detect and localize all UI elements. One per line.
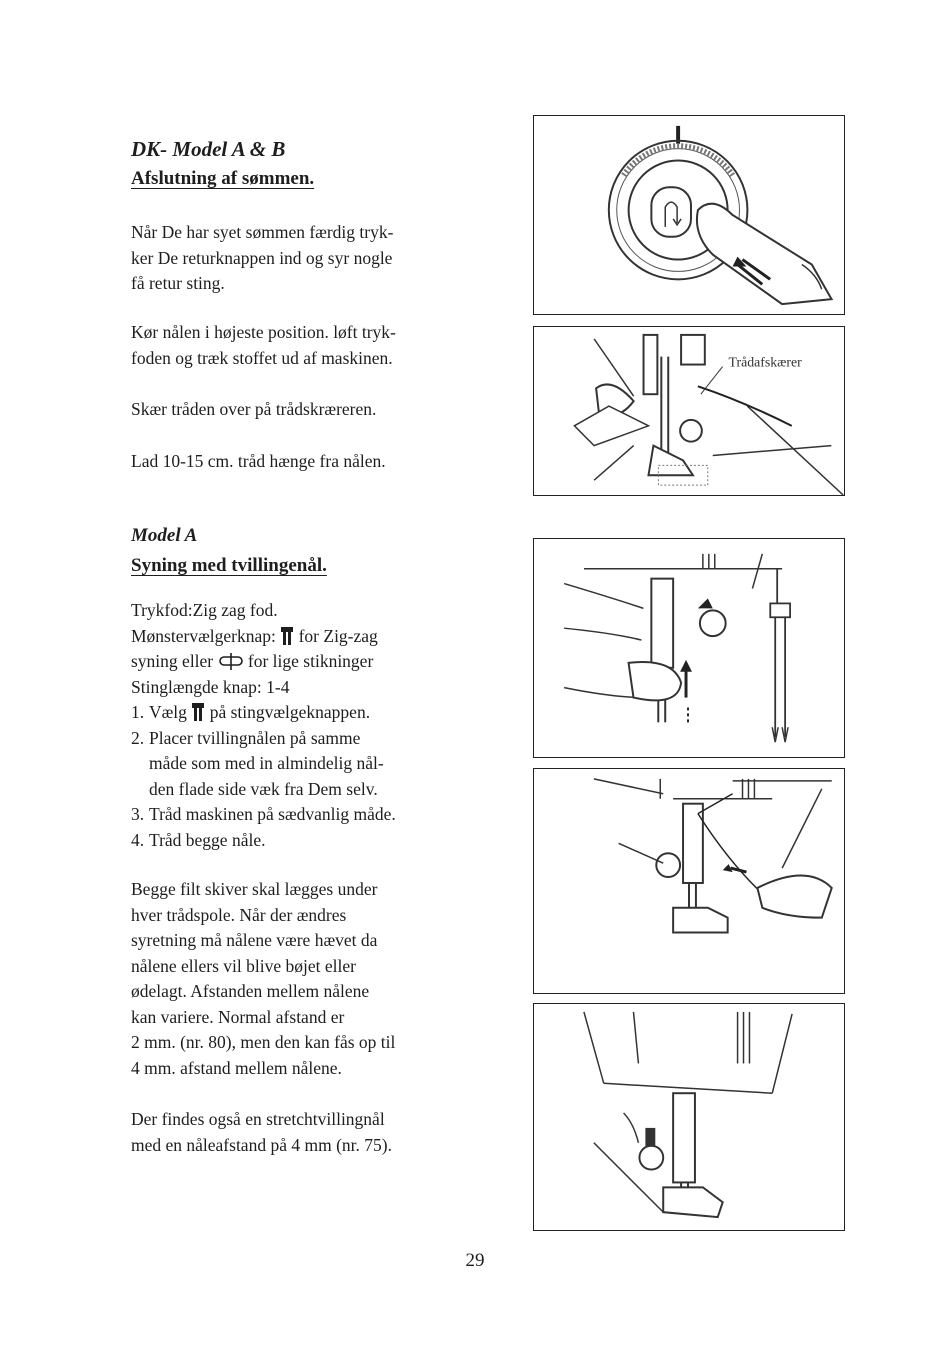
reverse-button-illustration — [534, 116, 844, 314]
figure-reverse-button — [533, 115, 845, 315]
text-line: Lad 10-15 cm. tråd hænge fra nålen. — [131, 451, 386, 471]
paragraph-felt-discs: Begge filt skiver skal lægges under hver trådspole. Når der ændres syretning må nålene være hævet da nålene ellers vil blive bøjet eller ødelagt. Afstanden mellem nålene kan variere. Normal afstand er 2 mm. (nr. 80), men den kan fås op til 4 mm. afstand mellem nålene. — [131, 879, 396, 1078]
paragraph-return-stitch — [131, 220, 476, 297]
paragraph-needle-position — [131, 320, 476, 371]
page-number: 29 — [465, 1250, 485, 1271]
list-item: 4. Tråd begge nåle. — [131, 829, 266, 850]
text-line: Kør nålen i højeste position. løft tryk- — [131, 322, 396, 342]
thread-cutter-label: Trådafskærer — [728, 354, 802, 370]
figure-twin-needle — [533, 538, 845, 758]
text-line: Skær tråden over på trådskræreren. — [131, 399, 377, 419]
figure-thread-cutter — [533, 326, 845, 496]
threading-illustration — [534, 769, 844, 993]
needle-foot-illustration — [534, 1004, 844, 1230]
section-model-ab — [131, 137, 476, 191]
sewing-mode-setting: syning eller for lige stikninger — [131, 651, 374, 671]
text-line: få retur sting. — [131, 273, 225, 293]
text-line: ker De returknappen ind og syr nogle — [131, 247, 393, 268]
section-subtitle: Afslutning af sømmen. — [131, 168, 315, 189]
section-title: Model A — [131, 525, 198, 546]
list-item: 1. Vælg på stingvælgeknappen. — [131, 702, 371, 722]
list-item: 2. Placer tvillingnålen på samme måde som med in almindelig nål- den flade side væk fra Dem selv. — [131, 727, 384, 799]
section-subtitle: Syning med tvillingenål. — [131, 555, 327, 576]
twin-needle-zigzag-icon — [191, 702, 205, 722]
paragraph-stretch-needle: Der findes også en stretchtvillingnål med en nåleafstand på 4 mm (nr. 75). — [131, 1109, 392, 1155]
twin-needle-illustration — [534, 539, 844, 757]
paragraph-thread-length — [131, 449, 476, 475]
section-model-a — [131, 524, 476, 578]
presser-foot-setting: Trykfod:Zig zag fod. — [131, 600, 278, 620]
section-title: DK- Model A & B — [131, 137, 286, 161]
settings-block — [131, 598, 476, 700]
text-line: Når De har syet sømmen færdig tryk- — [131, 222, 394, 242]
stitch-length-setting: Stinglængde knap: 1-4 — [131, 676, 290, 697]
figure-needle-foot — [533, 1003, 845, 1231]
text-line: foden og træk stoffet ud af maskinen. — [131, 347, 393, 368]
paragraph-cut-thread — [131, 397, 476, 423]
figure-threading-needles — [533, 768, 845, 994]
steps-list — [131, 700, 476, 853]
list-item: 3. Tråd maskinen på sædvanlig måde. — [131, 804, 396, 824]
twin-needle-zigzag-icon — [280, 626, 294, 646]
pattern-selector-setting: Mønstervælgerknap: for Zig-zag — [131, 625, 378, 646]
thread-cutter-illustration — [534, 327, 844, 495]
straight-stitch-icon — [218, 653, 244, 671]
